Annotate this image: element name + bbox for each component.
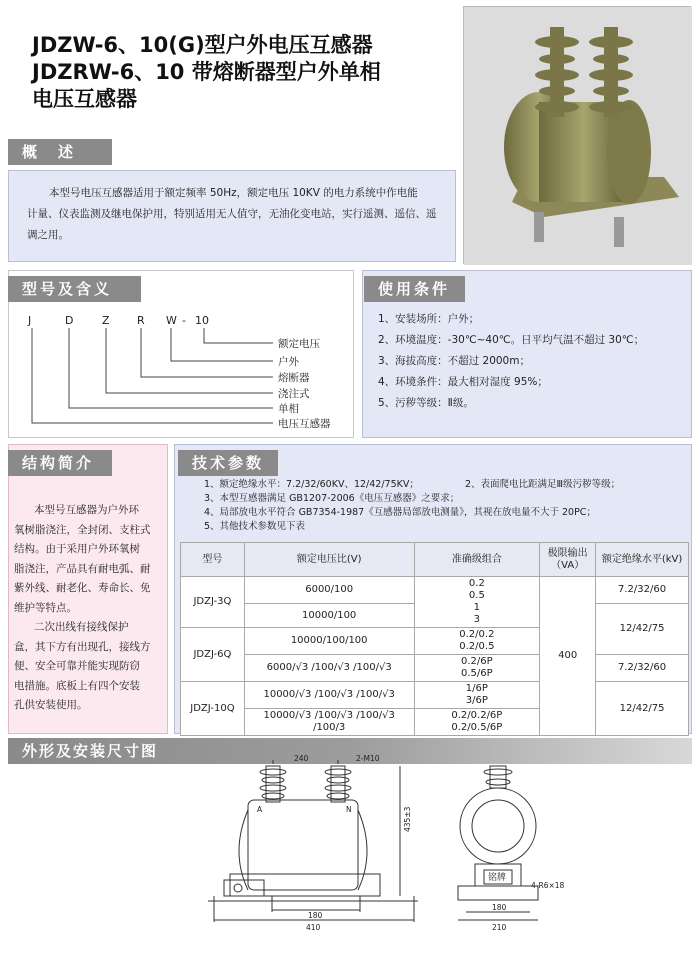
- table-row: [181, 577, 689, 604]
- condition-item: 3、海拔高度：不超过 2000m；: [378, 355, 530, 367]
- condition-item: 1、安装场所：户外；: [378, 313, 480, 325]
- cell-accuracy: 0.2/0.2/6P 0.2/0.5/6P: [414, 709, 540, 736]
- structure-line: 氧树脂浇注，全封闭、支柱式: [14, 523, 151, 536]
- structure-line: 脂浇注，产品具有耐电弧、耐: [14, 562, 151, 575]
- overview-text-1: 本型号电压互感器适用于额定频率 50Hz，额定电压 10KV 的电力系统中作电能: [49, 187, 418, 199]
- header-limit-output: 极限输出（VA）: [540, 543, 596, 577]
- outline-drawing: [8, 754, 692, 954]
- structure-line: 孔供安装使用。: [14, 699, 88, 711]
- dim-210: 210: [492, 923, 507, 932]
- tech-heading: 技术参数: [178, 450, 278, 476]
- page-title: [32, 32, 381, 113]
- tech-note-1: 1、额定绝缘水平：7.2/32/60KV、12/42/75KV；: [204, 479, 419, 490]
- header-model: 型号: [181, 543, 245, 577]
- overview-text-3: 调之用。: [27, 229, 69, 241]
- structure-line: 结构。由于采用户外环氧树: [14, 543, 140, 555]
- structure-heading: 结构简介: [8, 450, 112, 476]
- model-letter-w: W: [166, 314, 177, 327]
- model-meaning-vt: 电压互感器: [278, 418, 331, 430]
- dim-180b: 180: [492, 903, 507, 912]
- transformer-image: [464, 7, 692, 265]
- title-line-3: 电压互感器: [32, 87, 137, 111]
- model-letter-j: J: [28, 314, 32, 327]
- dim-180: 180: [308, 911, 323, 920]
- cell-insulation: 12/42/75: [596, 682, 689, 736]
- model-heading: 型号及含义: [8, 276, 141, 302]
- cell-ratio: 6000/100: [244, 577, 414, 604]
- terminal-n-label: N: [346, 805, 352, 814]
- cell-model: JDZJ-3Q: [181, 577, 245, 628]
- cell-insulation: 7.2/32/60: [596, 655, 689, 682]
- overview-text-2: 计量、仪表监测及继电保护用，特别适用无人值守，无油化变电站，实行遥测、遥信、遥: [27, 208, 437, 220]
- cell-accuracy: 0.2/6P 0.5/6P: [414, 655, 540, 682]
- header-accuracy: 准确级组合: [414, 543, 540, 577]
- model-letter-r: R: [137, 314, 145, 327]
- dim-2m10: 2-M10: [356, 754, 380, 763]
- cell-insulation: 12/42/75: [596, 604, 689, 655]
- cell-model: JDZJ-10Q: [181, 682, 245, 736]
- model-meaning-cast: 浇注式: [278, 388, 310, 400]
- structure-line: 电措施。底板上有四个安装: [14, 679, 140, 692]
- dim-410: 410: [306, 923, 321, 932]
- overview-heading: 概 述: [8, 139, 112, 165]
- title-line-1: JDZW-6、10(G)型户外电压互感器: [32, 33, 373, 57]
- header-insulation: 额定绝缘水平(kV): [596, 543, 689, 577]
- tech-notes: [204, 478, 689, 534]
- tech-note-3: 3、本型互感器满足 GB1207-2006《电压互感器》之要求；: [204, 493, 460, 504]
- conditions-list: [378, 309, 688, 414]
- table-row: [181, 682, 689, 709]
- model-meaning-voltage: 额定电压: [278, 338, 320, 350]
- condition-item: 4、环境条件：最大相对湿度 95%；: [378, 376, 548, 388]
- cell-ratio: 10000/100/100: [244, 628, 414, 655]
- cell-limit-output: 400: [540, 577, 596, 736]
- conditions-heading: 使用条件: [364, 276, 465, 302]
- overview-panel: [8, 170, 456, 262]
- product-photo: [463, 6, 691, 264]
- cell-ratio: 6000/√3 /100/√3 /100/√3: [244, 655, 414, 682]
- structure-line: 便、安全可靠并能实现防窃: [14, 660, 140, 672]
- title-line-2: JDZRW-6、10 带熔断器型户外单相: [32, 60, 381, 84]
- cell-accuracy: 1/6P 3/6P: [414, 682, 540, 709]
- tech-note-4: 4、局部放电水平符合 GB7354-1987《互感器局部放电测量》，其视在放电量不大于 20PC；: [204, 507, 596, 518]
- cell-ratio: 10000/100: [244, 604, 414, 628]
- model-letter-z: Z: [102, 314, 110, 327]
- cell-accuracy: 0.2/0.2 0.2/0.5: [414, 628, 540, 655]
- cell-model: JDZJ-6Q: [181, 628, 245, 682]
- model-letter-d: D: [65, 314, 74, 327]
- model-meaning-outdoor: 户外: [278, 356, 299, 368]
- cell-accuracy: 0.2 0.5 1 3: [414, 577, 540, 628]
- model-voltage: 10: [195, 314, 209, 327]
- cell-ratio: 10000/√3 /100/√3 /100/√3: [244, 682, 414, 709]
- drawing-heading: 外形及安装尺寸图: [8, 738, 692, 764]
- spec-table: [180, 542, 689, 736]
- dim-holes: 4-R6×18: [531, 881, 565, 890]
- cell-ratio: 10000/√3 /100/√3 /100/√3 /100/3: [244, 709, 414, 736]
- header-ratio: 额定电压比(V): [244, 543, 414, 577]
- condition-item: 5、污秽等级：Ⅱ级。: [378, 397, 474, 409]
- tech-note-5: 5、其他技术参数见下表: [204, 521, 306, 532]
- structure-line: 维护等特点。: [14, 601, 77, 614]
- condition-item: 2、环境温度：-30℃~40℃。日平均气温不超过 30℃；: [378, 334, 645, 346]
- terminal-a-label: A: [257, 805, 263, 814]
- model-diagram: [8, 306, 354, 436]
- dim-240: 240: [294, 754, 309, 763]
- dim-435: 435±3: [403, 806, 412, 832]
- structure-line: 紫外线、耐老化、寿命长、免: [14, 582, 151, 594]
- structure-line: 二次出线有接线保护: [34, 621, 129, 633]
- table-header-row: [181, 543, 689, 577]
- table-row: [181, 655, 689, 682]
- structure-line: 盒，其下方有出现孔，接线方: [14, 640, 151, 653]
- structure-text: [14, 501, 164, 716]
- structure-line: 本型号互感器为户外环: [34, 504, 139, 516]
- tech-note-2: 2、表面爬电比距满足Ⅲ级污秽等级；: [465, 479, 621, 490]
- cell-insulation: 7.2/32/60: [596, 577, 689, 604]
- model-dash: -: [182, 314, 186, 327]
- nameplate-label: 铭牌: [488, 873, 507, 883]
- model-meaning-single: 单相: [278, 403, 299, 415]
- model-meaning-fuse: 熔断器: [278, 372, 310, 384]
